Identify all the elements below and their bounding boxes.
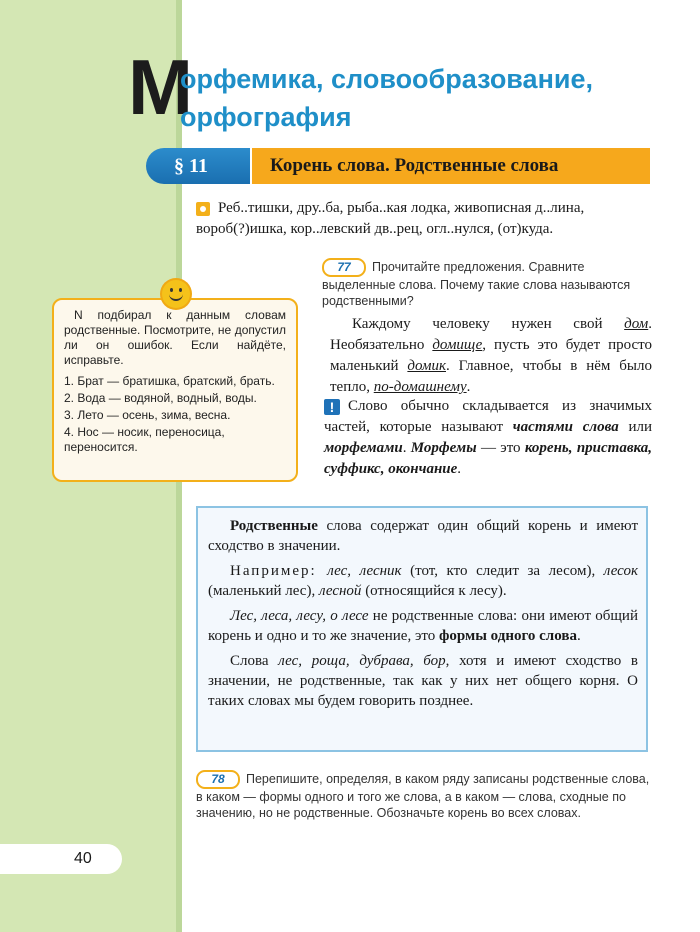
- example-word: лесной: [318, 583, 362, 599]
- list-item: 2. Вода — водяной, водный, воды.: [64, 391, 257, 405]
- list-item: 4. Нос — носик, переносица, переносится.: [64, 425, 225, 454]
- definition-term: Родственные: [230, 518, 318, 534]
- reading-passage: [330, 314, 652, 398]
- rule-term: Морфемы: [410, 440, 477, 456]
- quote-text: Каждому человеку нужен свой: [352, 316, 625, 332]
- definition-text: (относящийся к лесу).: [361, 583, 507, 599]
- highlighted-word: домище: [432, 337, 483, 353]
- definition-paragraph-1: [208, 516, 638, 556]
- list-item: 3. Лето — осень, зима, весна.: [64, 408, 231, 422]
- definition-text: Например:: [230, 563, 328, 579]
- exercise-icon: [196, 202, 210, 216]
- task-78-text: Перепишите, определяя, в каком ряду записаны родственные слова, в каком — формы одного и того же слова, а в каком — слова, сходные по значению, но не родственные. Обозначьте корень во всех словах.: [196, 771, 650, 820]
- task-77-number: 77: [322, 258, 366, 277]
- highlighted-word: домик: [407, 358, 446, 374]
- quote-text: .: [466, 379, 471, 395]
- definition-paragraph-4: [208, 651, 638, 711]
- morpheme-rule: [324, 396, 652, 480]
- definition-text: (маленький лес),: [208, 583, 319, 599]
- task-78-number: 78: [196, 770, 240, 789]
- definition-paragraph-2: [208, 561, 638, 601]
- example-word: лес, роща, дубрава, бор: [278, 653, 446, 669]
- section-number: § 11: [146, 148, 250, 184]
- quote-text: . Необязательно: [330, 316, 652, 353]
- definition-text: Слова: [230, 653, 279, 669]
- quote-text: , пусть это будет просто маленький: [330, 337, 652, 374]
- definition-text: .: [576, 628, 581, 644]
- side-task-callout: [52, 298, 298, 482]
- definition-text: слова содержат один общий корень и имеют сходство в значении.: [208, 518, 638, 554]
- rule-text: или: [618, 419, 652, 435]
- example-word: лес, лесник: [327, 563, 402, 579]
- definition-box: [196, 506, 648, 752]
- section-title: Корень слова. Родственные слова: [252, 148, 650, 184]
- definition-text: не родственные слова: они имеют общий корень и одно и то же значение, это: [208, 608, 638, 644]
- rule-term: частями слова: [512, 419, 619, 435]
- task-77-text: Прочитайте предложения. Сравните выделенные слова. Почему такие слова называются родственными?: [322, 259, 631, 308]
- rule-text: — это: [476, 440, 525, 456]
- definition-text: (тот, кто следит за лесом),: [401, 563, 604, 579]
- task-78: [196, 770, 652, 821]
- rule-text: .: [457, 461, 462, 477]
- definition-text: , хотя и имеют сходство в значении, не родственные, так как у них нет общего корня. О таких словах мы будем говорить позднее.: [208, 653, 638, 709]
- highlighted-word: дом: [624, 316, 649, 332]
- chapter-title-initial: М: [128, 43, 193, 131]
- chapter-title-line2: орфография: [180, 102, 352, 132]
- rule-term: корень, приставка, суффикс, окончание: [324, 440, 653, 477]
- rule-text: .: [402, 440, 411, 456]
- rule-term: морфемами: [324, 440, 403, 456]
- exclamation-icon: !: [324, 399, 340, 415]
- quote-text: . Главное, чтобы в нём было тепло,: [330, 358, 652, 395]
- example-word: лесок: [603, 563, 638, 579]
- rule-text: Слово обычно складывается из значимых частей, которые называют: [324, 398, 652, 435]
- callout-list: [64, 374, 286, 455]
- callout-intro: N подбирал к данным словам родственные. Посмотрите, не допустил ли он ошибок. Если найдёте, исправьте.: [64, 308, 286, 367]
- page-number: 40: [0, 844, 122, 874]
- spelling-exercise: Реб..тишки, дру..ба, рыба..кая лодка, живописная д..лина, вороб(?)ишка, кор..левский дв..рец, огл..нулся, (от)куда.: [196, 200, 585, 237]
- smiley-icon: [162, 280, 190, 308]
- chapter-title-line1: орфемика, словообразование,: [180, 64, 593, 94]
- definition-term: формы одного слова: [438, 628, 577, 644]
- example-word: Лес, леса, лесу, о лесе: [230, 608, 369, 624]
- list-item: 1. Брат — братишка, братский, брать.: [64, 374, 275, 388]
- highlighted-word: по-домашнему: [373, 379, 467, 395]
- definition-paragraph-3: [208, 606, 638, 646]
- task-77: [322, 258, 652, 309]
